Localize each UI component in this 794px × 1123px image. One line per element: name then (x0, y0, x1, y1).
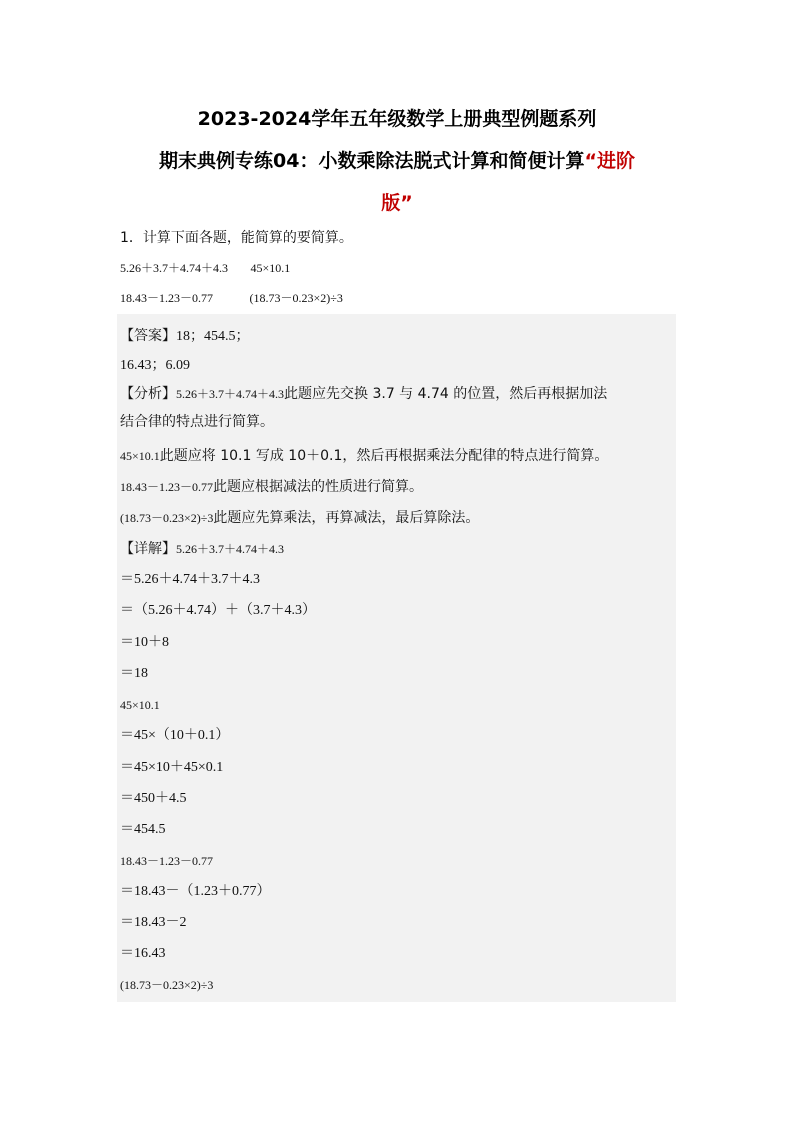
analysis-expr-1: 5.26＋3.7＋4.74＋4.3 (176, 387, 285, 401)
detail-step: ＝5.26＋4.74＋3.7＋4.3 (120, 572, 260, 587)
analysis-text-1: 此题应先交换 3.7 与 4.74 的位置，然后再根据加法 (284, 386, 608, 402)
analysis-text-2: 此题应将 10.1 写成 10＋0.1，然后再根据乘法分配律的特点进行简算。 (159, 448, 609, 464)
analysis-line-2 (120, 446, 608, 466)
analysis-expr-4: (18.73－0.23×2)÷3 (120, 511, 214, 525)
detail-step: ＝18 (120, 666, 148, 681)
detail-step: ＝10＋8 (120, 635, 169, 650)
question-expr-3: 18.43－1.23－0.77 (120, 291, 214, 305)
analysis-text-1b: 结合律的特点进行简算。 (120, 414, 274, 430)
detail-line-1 (120, 539, 284, 559)
detail-step: ＝18.43－2 (120, 915, 187, 930)
analysis-line-4 (120, 508, 479, 528)
detail-step: 18.43－1.23－0.77 (120, 854, 214, 868)
analysis-label: 【分析】 (120, 386, 176, 402)
detail-step: ＝16.43 (120, 946, 166, 961)
question-row-1 (120, 258, 290, 278)
detail-step: (18.73－0.23×2)÷3 (120, 978, 214, 992)
doc-title-line2 (0, 146, 794, 173)
analysis-line-3 (120, 477, 423, 497)
question-text: 1．计算下面各题，能简算的要简算。 (120, 230, 353, 246)
analysis-text-4: 此题应先算乘法，再算减法，最后算除法。 (213, 510, 480, 526)
answer-line-1 (120, 326, 250, 346)
question-expr-4: (18.73－0.23×2)÷3 (249, 291, 343, 305)
question-expr-1: 5.26＋3.7＋4.74＋4.3 (120, 261, 229, 275)
detail-step: ＝18.43－（1.23＋0.77） (120, 884, 271, 899)
analysis-expr-2: 45×10.1 (120, 449, 160, 463)
answer-values-1: 18；454.5； (176, 329, 250, 344)
analysis-line-1 (120, 384, 607, 404)
detail-step: ＝454.5 (120, 822, 166, 837)
answer-values-2: 16.43；6.09 (120, 358, 190, 373)
detail-label: 【详解】 (120, 541, 176, 557)
question-row-2 (120, 288, 343, 308)
detail-step: ＝45×（10＋0.1） (120, 728, 230, 743)
answer-label: 【答案】 (120, 328, 176, 344)
detail-step: ＝45×10＋45×0.1 (120, 760, 224, 775)
detail-step: ＝（5.26＋4.74）＋（3.7＋4.3） (120, 603, 316, 618)
detail-step: ＝450＋4.5 (120, 791, 187, 806)
question-expr-2: 45×10.1 (250, 261, 291, 275)
doc-title-line3: 版” (381, 192, 413, 214)
analysis-expr-3: 18.43－1.23－0.77 (120, 480, 214, 494)
doc-title-red-part: “进阶 (584, 150, 635, 172)
detail-expr-1: 5.26＋3.7＋4.74＋4.3 (176, 542, 285, 556)
doc-title-main: 期末典例专练04：小数乘除法脱式计算和简便计算 (159, 150, 585, 172)
detail-step: 45×10.1 (120, 698, 160, 712)
doc-title-line1: 2023-2024学年五年级数学上册典型例题系列 (197, 108, 597, 130)
analysis-text-3: 此题应根据减法的性质进行简算。 (213, 479, 424, 495)
